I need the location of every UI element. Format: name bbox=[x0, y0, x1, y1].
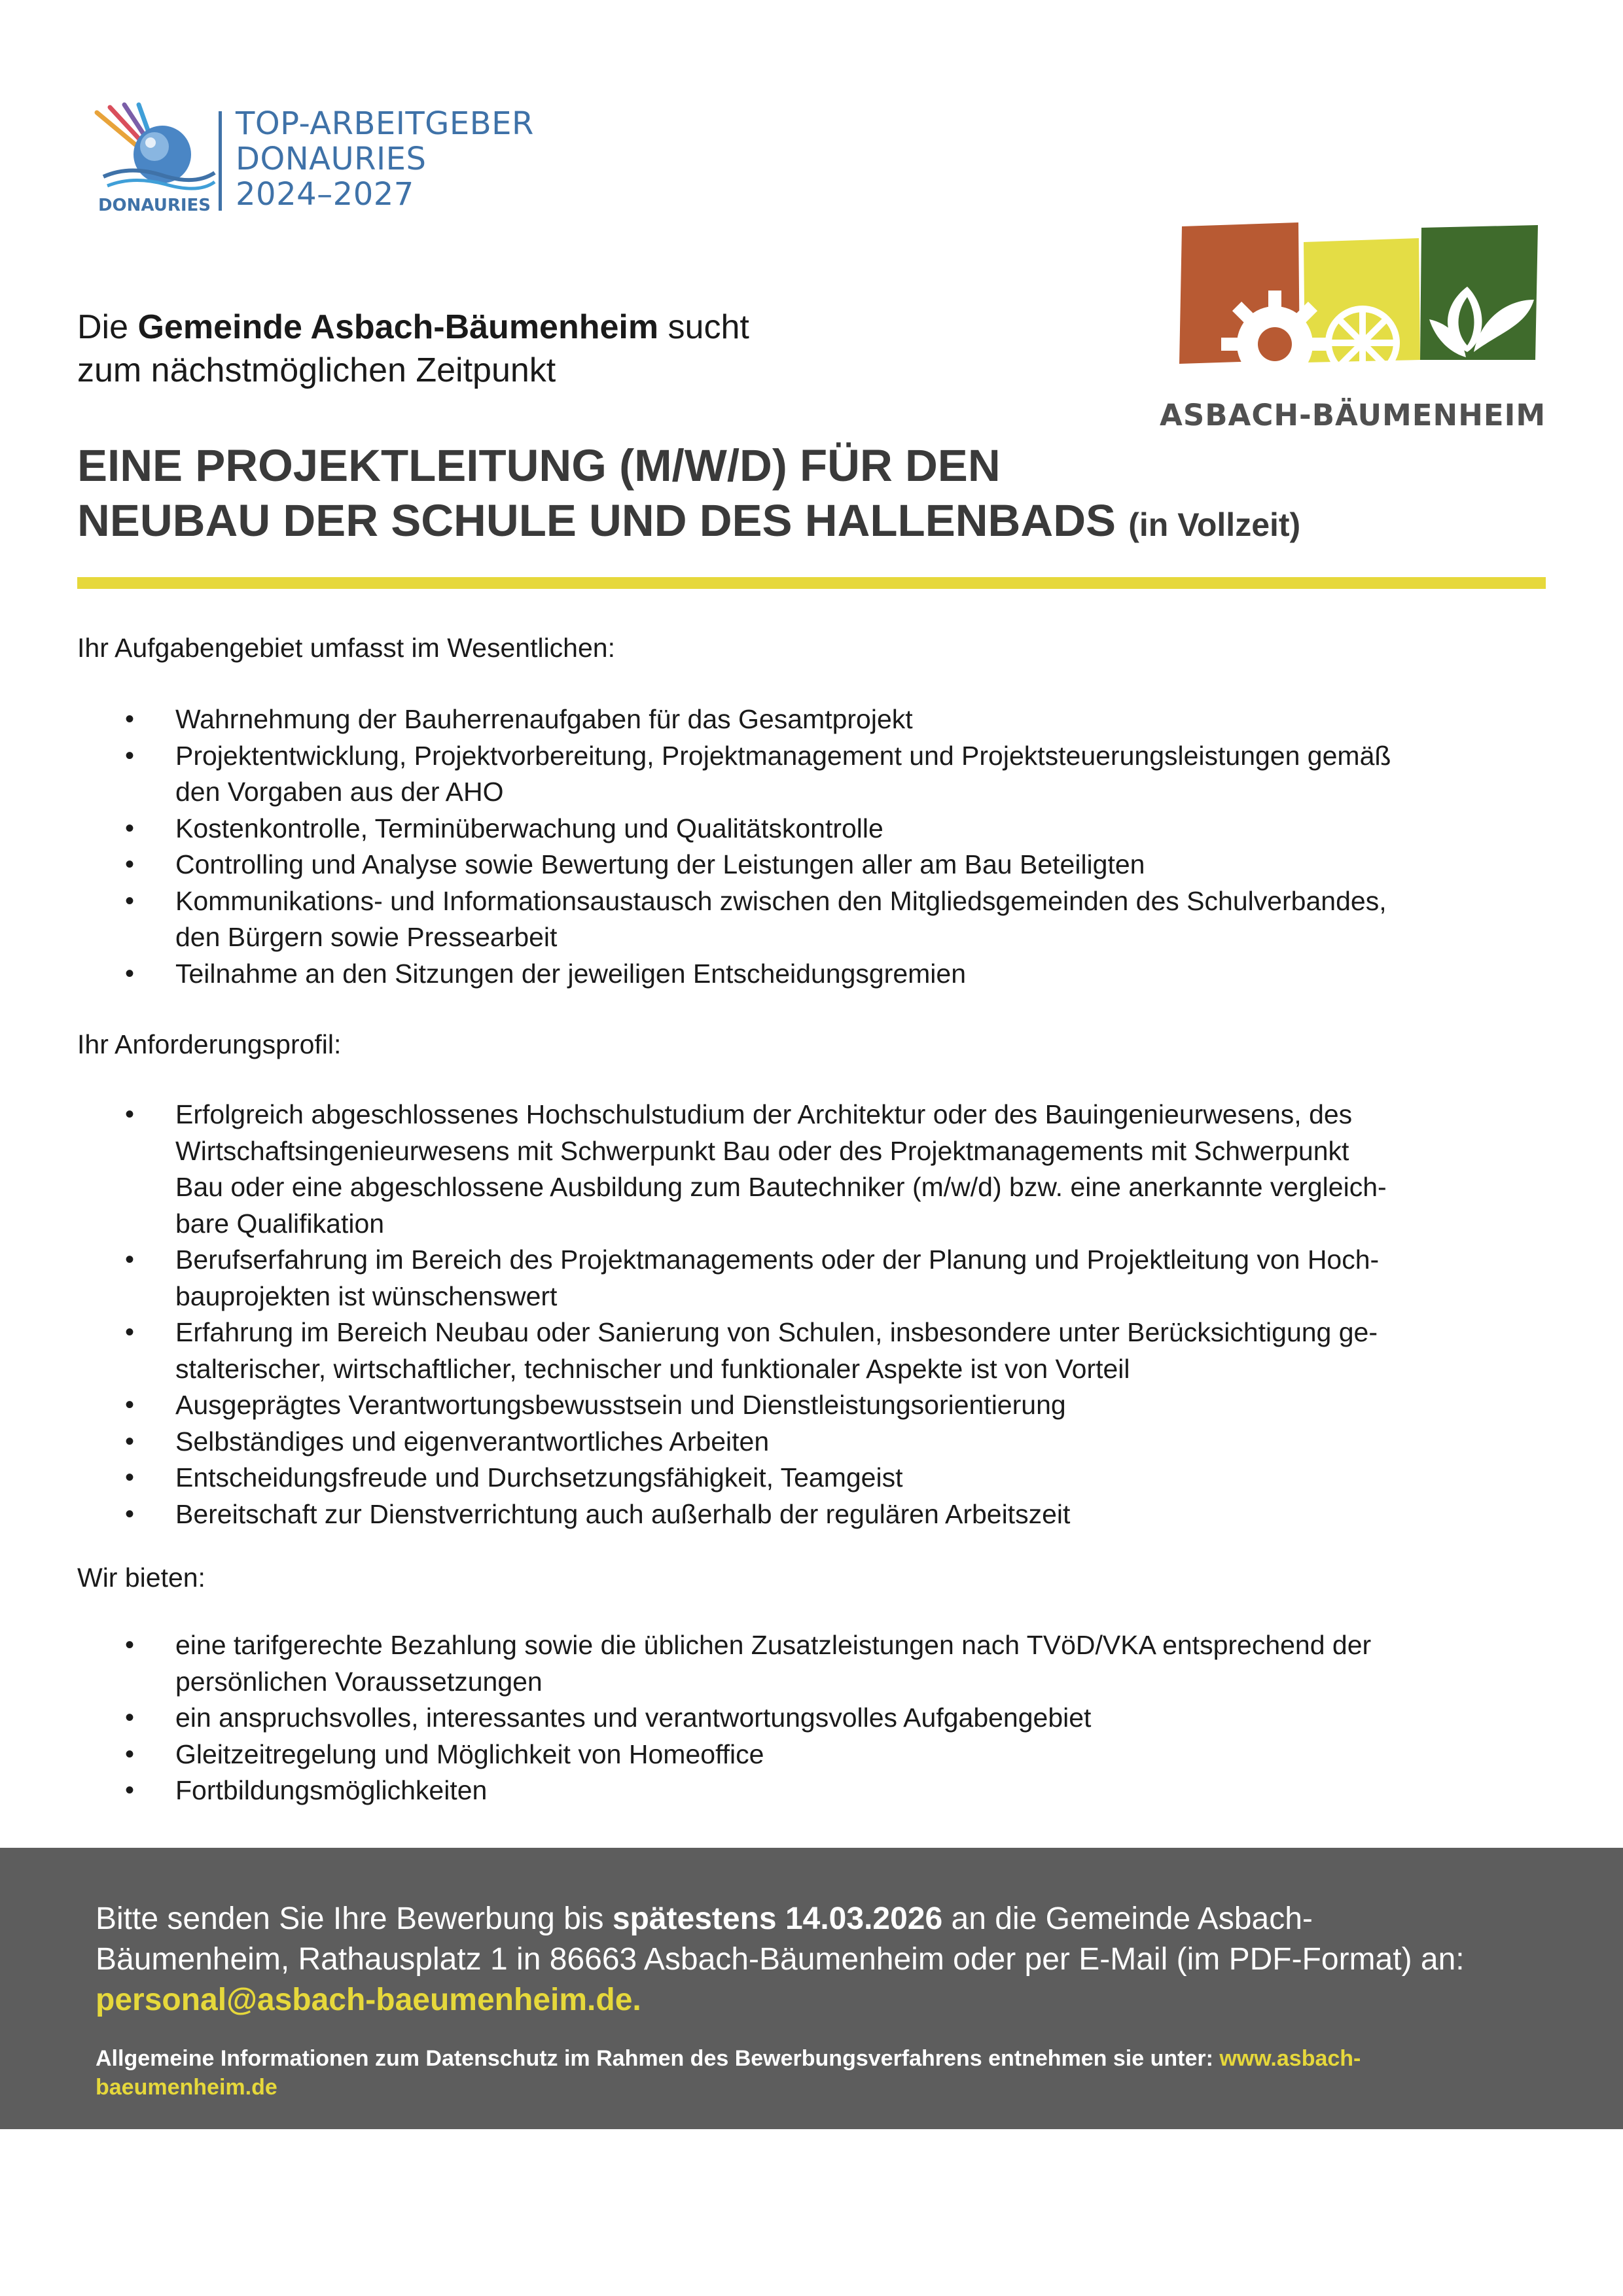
award-divider bbox=[219, 111, 222, 211]
list-item bbox=[77, 883, 1543, 956]
list-item bbox=[77, 1700, 1543, 1737]
tasks-heading: Ihr Aufgabengebiet umfasst im Wesentlichen: bbox=[77, 633, 615, 663]
bullet-icon: • bbox=[125, 850, 135, 879]
top-arbeitgeber-badge bbox=[90, 99, 534, 221]
intro-text bbox=[77, 306, 1124, 392]
privacy-link-continued[interactable]: baeumenheim.de bbox=[96, 2075, 277, 2100]
apply-prefix: Bitte senden Sie Ihre Bewerbung bis bbox=[96, 1901, 613, 1936]
application-footer bbox=[0, 1848, 1623, 2129]
bullet-icon: • bbox=[125, 1463, 135, 1492]
list-item-line: Erfolgreich abgeschlossenes Hochschulstudium der Architektur oder des Bauingenieurwesens, des bbox=[175, 1099, 1353, 1129]
application-deadline: spätestens 14.03.2026 bbox=[612, 1901, 943, 1936]
list-item bbox=[77, 1097, 1543, 1242]
list-item bbox=[77, 1773, 1543, 1809]
application-email-link[interactable]: personal@asbach-baeumenheim.de. bbox=[96, 1983, 641, 2017]
asbach-baeumenheim-logo bbox=[1160, 188, 1546, 466]
privacy-line-1 bbox=[96, 2044, 1503, 2073]
bullet-icon: • bbox=[125, 1100, 135, 1129]
bullet-icon: • bbox=[125, 1390, 135, 1419]
privacy-link[interactable]: www.asbach- bbox=[1219, 2046, 1361, 2071]
list-item-line: Kostenkontrolle, Terminüberwachung und Qualitätskontrolle bbox=[175, 813, 883, 843]
bullet-icon: • bbox=[125, 1499, 135, 1528]
employer-name: Gemeinde Asbach-Bäumenheim bbox=[137, 308, 659, 346]
award-line-1: TOP-ARBEITGEBER bbox=[236, 105, 534, 142]
intro-prefix: Die bbox=[77, 308, 138, 346]
bullet-icon: • bbox=[125, 741, 135, 770]
job-title-line-2: NEUBAU DER SCHULE UND DES HALLENBADS bbox=[77, 495, 1116, 546]
list-item-line: Wahrnehmung der Bauherrenaufgaben für das Gesamtprojekt bbox=[175, 704, 913, 734]
list-item bbox=[77, 1460, 1543, 1496]
list-item-line: den Bürgern sowie Pressearbeit bbox=[175, 922, 558, 952]
employment-type: (in Vollzeit) bbox=[1128, 506, 1301, 543]
list-item bbox=[77, 1737, 1543, 1773]
list-item-line: bare Qualifikation bbox=[175, 1208, 385, 1239]
list-item-line: Wirtschaftsingenieurwesens mit Schwerpunkt Bau oder des Projektmanagements mit Schwerpunkt bbox=[175, 1135, 1349, 1166]
list-item-line: Entscheidungsfreude und Durchsetzungsfähigkeit, Teamgeist bbox=[175, 1462, 903, 1492]
list-item bbox=[77, 811, 1543, 847]
award-brand-text: DONAURIES bbox=[98, 196, 211, 215]
list-item bbox=[77, 1627, 1543, 1700]
list-item-line: stalterischer, wirtschaftlicher, technischer und funktionaler Aspekte ist von Vorteil bbox=[175, 1353, 1130, 1384]
list-item-line: Berufserfahrung im Bereich des Projektmanagements oder der Planung und Projektleitung von Hoch- bbox=[175, 1245, 1380, 1275]
bullet-icon: • bbox=[125, 886, 135, 915]
list-item-line: Selbständiges und eigenverantwortliches Arbeiten bbox=[175, 1426, 770, 1457]
list-item-line: Bau oder eine abgeschlossene Ausbildung zum Bautechniker (m/w/d) bzw. eine anerkannte vergleich- bbox=[175, 1172, 1387, 1202]
list-item-line: eine tarifgerechte Bezahlung sowie die üblichen Zusatzleistungen nach TVöD/VKA entsprechend der bbox=[175, 1630, 1372, 1660]
list-item-line: Bereitschaft zur Dienstverrichtung auch außerhalb der regulären Arbeitszeit bbox=[175, 1498, 1071, 1529]
list-item bbox=[77, 1242, 1543, 1315]
list-item-line: Projektentwicklung, Projektvorbereitung, Projektmanagement und Projektsteuerungsleistungen gemäß bbox=[175, 740, 1391, 771]
accent-divider bbox=[77, 577, 1546, 589]
list-item-line: Fortbildungsmöglichkeiten bbox=[175, 1775, 488, 1805]
bullet-icon: • bbox=[125, 813, 135, 843]
award-line-3: 2024–2027 bbox=[236, 176, 414, 213]
list-item-line: Erfahrung im Bereich Neubau oder Sanierung von Schulen, insbesondere unter Berücksichtigung ge- bbox=[175, 1317, 1378, 1347]
list-item-line: den Vorgaben aus der AHO bbox=[175, 777, 504, 807]
list-item-line: ein anspruchsvolles, interessantes und verantwortungsvolles Aufgabengebiet bbox=[175, 1703, 1092, 1733]
list-item bbox=[77, 847, 1543, 883]
privacy-text: Allgemeine Informationen zum Datenschutz im Rahmen des Bewerbungsverfahrens entnehmen sie unter: bbox=[96, 2046, 1220, 2071]
intro-line-1 bbox=[77, 306, 1124, 349]
offer-list bbox=[77, 1627, 1543, 1809]
requirements-list bbox=[77, 1097, 1543, 1532]
list-item bbox=[77, 1315, 1543, 1387]
award-text bbox=[236, 106, 534, 212]
bullet-icon: • bbox=[125, 1631, 135, 1659]
list-item-line: bauprojekten ist wünschenswert bbox=[175, 1280, 558, 1311]
list-item bbox=[77, 1496, 1543, 1533]
job-title-line-2-wrap bbox=[77, 493, 1569, 552]
list-item-line: Kommunikations- und Informationsaustausch zwischen den Mitgliedsgemeinden des Schulverbandes, bbox=[175, 885, 1387, 916]
award-line-2: DONAURIES bbox=[236, 141, 427, 177]
list-item-line: persönlichen Voraussetzungen bbox=[175, 1666, 543, 1697]
apply-line-2: Bäumenheim, Rathausplatz 1 in 86663 Asbach-Bäumenheim oder per E-Mail (im PDF-Format) an: bbox=[96, 1942, 1465, 1977]
bullet-icon: • bbox=[125, 1245, 135, 1274]
bullet-icon: • bbox=[125, 1776, 135, 1805]
list-item-line: Ausgeprägtes Verantwortungsbewusstsein und Dienstleistungsorientierung bbox=[175, 1390, 1066, 1420]
offer-heading: Wir bieten: bbox=[77, 1563, 205, 1593]
intro-line-2: zum nächstmöglichen Zeitpunkt bbox=[77, 351, 556, 389]
list-item-line: Teilnahme an den Sitzungen der jeweiligen Entscheidungsgremien bbox=[175, 958, 966, 989]
bullet-icon: • bbox=[125, 1426, 135, 1456]
requirements-heading: Ihr Anforderungsprofil: bbox=[77, 1029, 342, 1059]
list-item-line: Controlling und Analyse sowie Bewertung der Leistungen aller am Bau Beteiligten bbox=[175, 849, 1145, 879]
list-item bbox=[77, 701, 1543, 738]
intro-suffix: sucht bbox=[658, 308, 749, 346]
list-item-line: Gleitzeitregelung und Möglichkeit von Homeoffice bbox=[175, 1739, 764, 1769]
logo-municipality-name: ASBACH-BÄUMENHEIM bbox=[1160, 398, 1546, 433]
apply-line-1 bbox=[96, 1899, 1555, 1939]
list-item bbox=[77, 1387, 1543, 1424]
bullet-icon: • bbox=[125, 959, 135, 988]
tasks-list bbox=[77, 701, 1543, 992]
bullet-icon: • bbox=[125, 1318, 135, 1347]
bullet-icon: • bbox=[125, 1703, 135, 1732]
list-item bbox=[77, 738, 1543, 811]
job-title-line-1: EINE PROJEKTLEITUNG (M/W/D) FÜR DEN bbox=[77, 440, 1001, 491]
job-title bbox=[77, 438, 1569, 552]
donauries-logo-icon bbox=[90, 99, 219, 221]
bullet-icon: • bbox=[125, 705, 135, 733]
list-item bbox=[77, 1424, 1543, 1460]
apply-line-1-rest: an die Gemeinde Asbach- bbox=[942, 1901, 1313, 1936]
municipality-emblem-icon bbox=[1160, 188, 1546, 391]
bullet-icon: • bbox=[125, 1739, 135, 1769]
list-item bbox=[77, 956, 1543, 993]
application-instructions bbox=[96, 1899, 1555, 2021]
privacy-notice bbox=[96, 2044, 1503, 2102]
